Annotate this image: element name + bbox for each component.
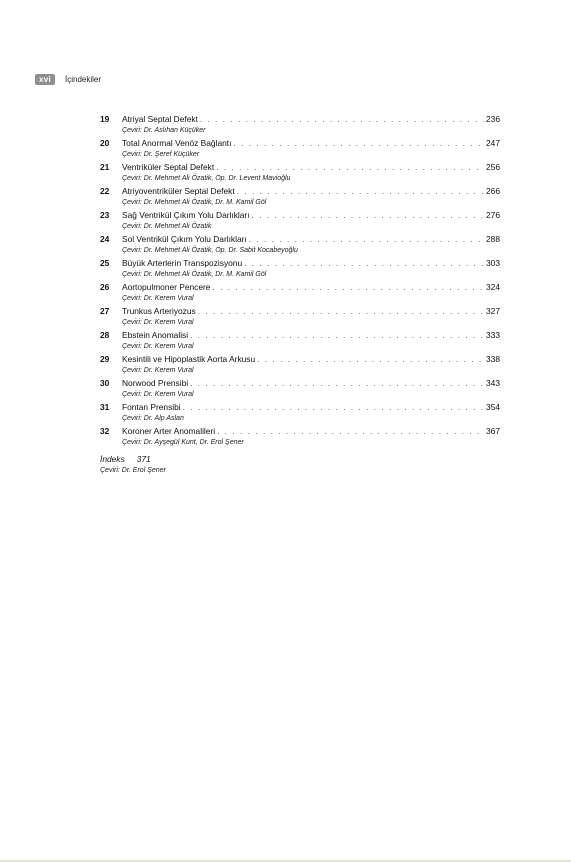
toc-entry[interactable] xyxy=(100,113,500,137)
toc-entry-line xyxy=(100,137,500,149)
chapter-translator: Çeviri: Dr. Kerem Vural xyxy=(122,391,194,398)
toc-entry-line xyxy=(100,353,500,365)
index-translator: Çeviri: Dr. Erol Şener xyxy=(100,467,166,474)
chapter-title: Ventriküler Septal Defekt xyxy=(122,162,215,172)
toc-entry[interactable] xyxy=(100,281,500,305)
chapter-title: Sol Ventrikül Çıkım Yolu Darlıkları xyxy=(122,234,247,244)
dot-leader xyxy=(212,282,484,294)
chapter-number: 20 xyxy=(100,138,110,148)
toc-entry[interactable] xyxy=(100,401,500,425)
dot-leader xyxy=(200,114,484,126)
chapter-title: Atriyoventriküler Septal Defekt xyxy=(122,186,235,196)
chapter-translator: Çeviri: Dr. Kerem Vural xyxy=(122,319,194,326)
chapter-title: Total Anormal Venöz Bağlantı xyxy=(122,138,232,148)
chapter-title: Ebstein Anomalisi xyxy=(122,330,189,340)
toc-entries xyxy=(100,113,500,449)
toc-entry[interactable] xyxy=(100,377,500,401)
dot-leader xyxy=(190,330,484,342)
toc-entry-line xyxy=(100,113,500,125)
chapter-title: Kesintili ve Hipoplastik Aorta Arkusu xyxy=(122,354,256,364)
toc-entry-line xyxy=(100,233,500,245)
chapter-page: 256 xyxy=(486,162,500,172)
chapter-number: 28 xyxy=(100,330,110,340)
chapter-number: 26 xyxy=(100,282,110,292)
index-entry[interactable] xyxy=(100,453,500,476)
chapter-page: 333 xyxy=(486,330,500,340)
chapter-number: 24 xyxy=(100,234,110,244)
toc-entry[interactable] xyxy=(100,353,500,377)
chapter-page: 327 xyxy=(486,306,500,316)
chapter-number: 21 xyxy=(100,162,110,172)
chapter-translator: Çeviri: Dr. Mehmet Ali Özatik xyxy=(122,223,212,230)
chapter-page: 288 xyxy=(486,234,500,244)
toc-entry-line xyxy=(100,257,500,269)
chapter-title: Aortopulmoner Pencere xyxy=(122,282,211,292)
index-label: İndeks xyxy=(100,454,125,464)
chapter-number: 23 xyxy=(100,210,110,220)
chapter-number: 22 xyxy=(100,186,110,196)
chapter-title: Trunkus Arteriyozus xyxy=(122,306,196,316)
chapter-page: 324 xyxy=(486,282,500,292)
chapter-number: 25 xyxy=(100,258,110,268)
toc-entry-line xyxy=(100,425,500,437)
toc-entry-line xyxy=(100,209,500,221)
dot-leader xyxy=(252,210,484,222)
toc-entry[interactable] xyxy=(100,329,500,353)
chapter-number: 31 xyxy=(100,402,110,412)
toc-entry-line xyxy=(100,185,500,197)
header-title: İçindekiler xyxy=(65,75,102,84)
chapter-page: 266 xyxy=(486,186,500,196)
dot-leader xyxy=(244,258,484,270)
chapter-title: Sağ Ventrikül Çıkım Yolu Darlıkları xyxy=(122,210,250,220)
dot-leader xyxy=(198,306,484,318)
chapter-page: 247 xyxy=(486,138,500,148)
toc-entry-line xyxy=(100,401,500,413)
toc-entry-line xyxy=(100,161,500,173)
chapter-number: 32 xyxy=(100,426,110,436)
chapter-translator: Çeviri: Dr. Alp Aslan xyxy=(122,415,184,422)
chapter-translator: Çeviri: Dr. Aslıhan Küçüker xyxy=(122,127,206,134)
toc-entry[interactable] xyxy=(100,137,500,161)
page-header xyxy=(35,74,101,85)
toc-entry[interactable] xyxy=(100,161,500,185)
chapter-page: 303 xyxy=(486,258,500,268)
chapter-translator: Çeviri: Dr. Mehmet Ali Özatik, Dr. M. Kamil Göl xyxy=(122,199,267,206)
page-number-badge: xvi xyxy=(35,74,55,85)
chapter-number: 30 xyxy=(100,378,110,388)
chapter-translator: Çeviri: Dr. Ayşegül Kunt, Dr. Erol Şener xyxy=(122,439,244,446)
chapter-page: 338 xyxy=(486,354,500,364)
toc-entry-line xyxy=(100,377,500,389)
chapter-number: 27 xyxy=(100,306,110,316)
chapter-title: Atriyal Septal Defekt xyxy=(122,114,198,124)
chapter-translator: Çeviri: Dr. Mehmet Ali Özatik, Op. Dr. Levent Mavioğlu xyxy=(122,175,291,182)
toc-entry[interactable] xyxy=(100,209,500,233)
chapter-page: 354 xyxy=(486,402,500,412)
toc-entry-line xyxy=(100,305,500,317)
dot-leader xyxy=(183,402,484,414)
toc-entry[interactable] xyxy=(100,233,500,257)
toc-entry[interactable] xyxy=(100,257,500,281)
dot-leader xyxy=(257,354,484,366)
chapter-page: 276 xyxy=(486,210,500,220)
chapter-translator: Çeviri: Dr. Kerem Vural xyxy=(122,343,194,350)
chapter-translator: Çeviri: Dr. Kerem Vural xyxy=(122,367,194,374)
toc-entry[interactable] xyxy=(100,425,500,449)
chapter-title: Büyük Arterlerin Transpozisyonu xyxy=(122,258,243,268)
toc-entry-line xyxy=(100,329,500,341)
chapter-translator: Çeviri: Dr. Şeref Küçüker xyxy=(122,151,200,158)
dot-leader xyxy=(233,138,484,150)
chapter-title: Fontan Prensibi xyxy=(122,402,181,412)
chapter-number: 29 xyxy=(100,354,110,364)
dot-leader xyxy=(190,378,484,390)
dot-leader xyxy=(217,426,484,438)
chapter-title: Koroner Arter Anomalileri xyxy=(122,426,216,436)
toc-entry-line xyxy=(100,281,500,293)
toc-entry[interactable] xyxy=(100,305,500,329)
chapter-translator: Çeviri: Dr. Kerem Vural xyxy=(122,295,194,302)
chapter-page: 367 xyxy=(486,426,500,436)
toc-entry[interactable] xyxy=(100,185,500,209)
chapter-page: 236 xyxy=(486,114,500,124)
table-of-contents xyxy=(100,113,500,476)
chapter-translator: Çeviri: Dr. Mehmet Ali Özatik, Dr. M. Kamil Göl xyxy=(122,271,267,278)
chapter-number: 19 xyxy=(100,114,110,124)
dot-leader xyxy=(237,186,484,198)
chapter-title: Norwood Prensibi xyxy=(122,378,189,388)
chapter-translator: Çeviri: Dr. Mehmet Ali Özatik, Op. Dr. Sabit Kocabeyoğlu xyxy=(122,247,298,254)
chapter-page: 343 xyxy=(486,378,500,388)
index-page: 371 xyxy=(136,454,151,464)
